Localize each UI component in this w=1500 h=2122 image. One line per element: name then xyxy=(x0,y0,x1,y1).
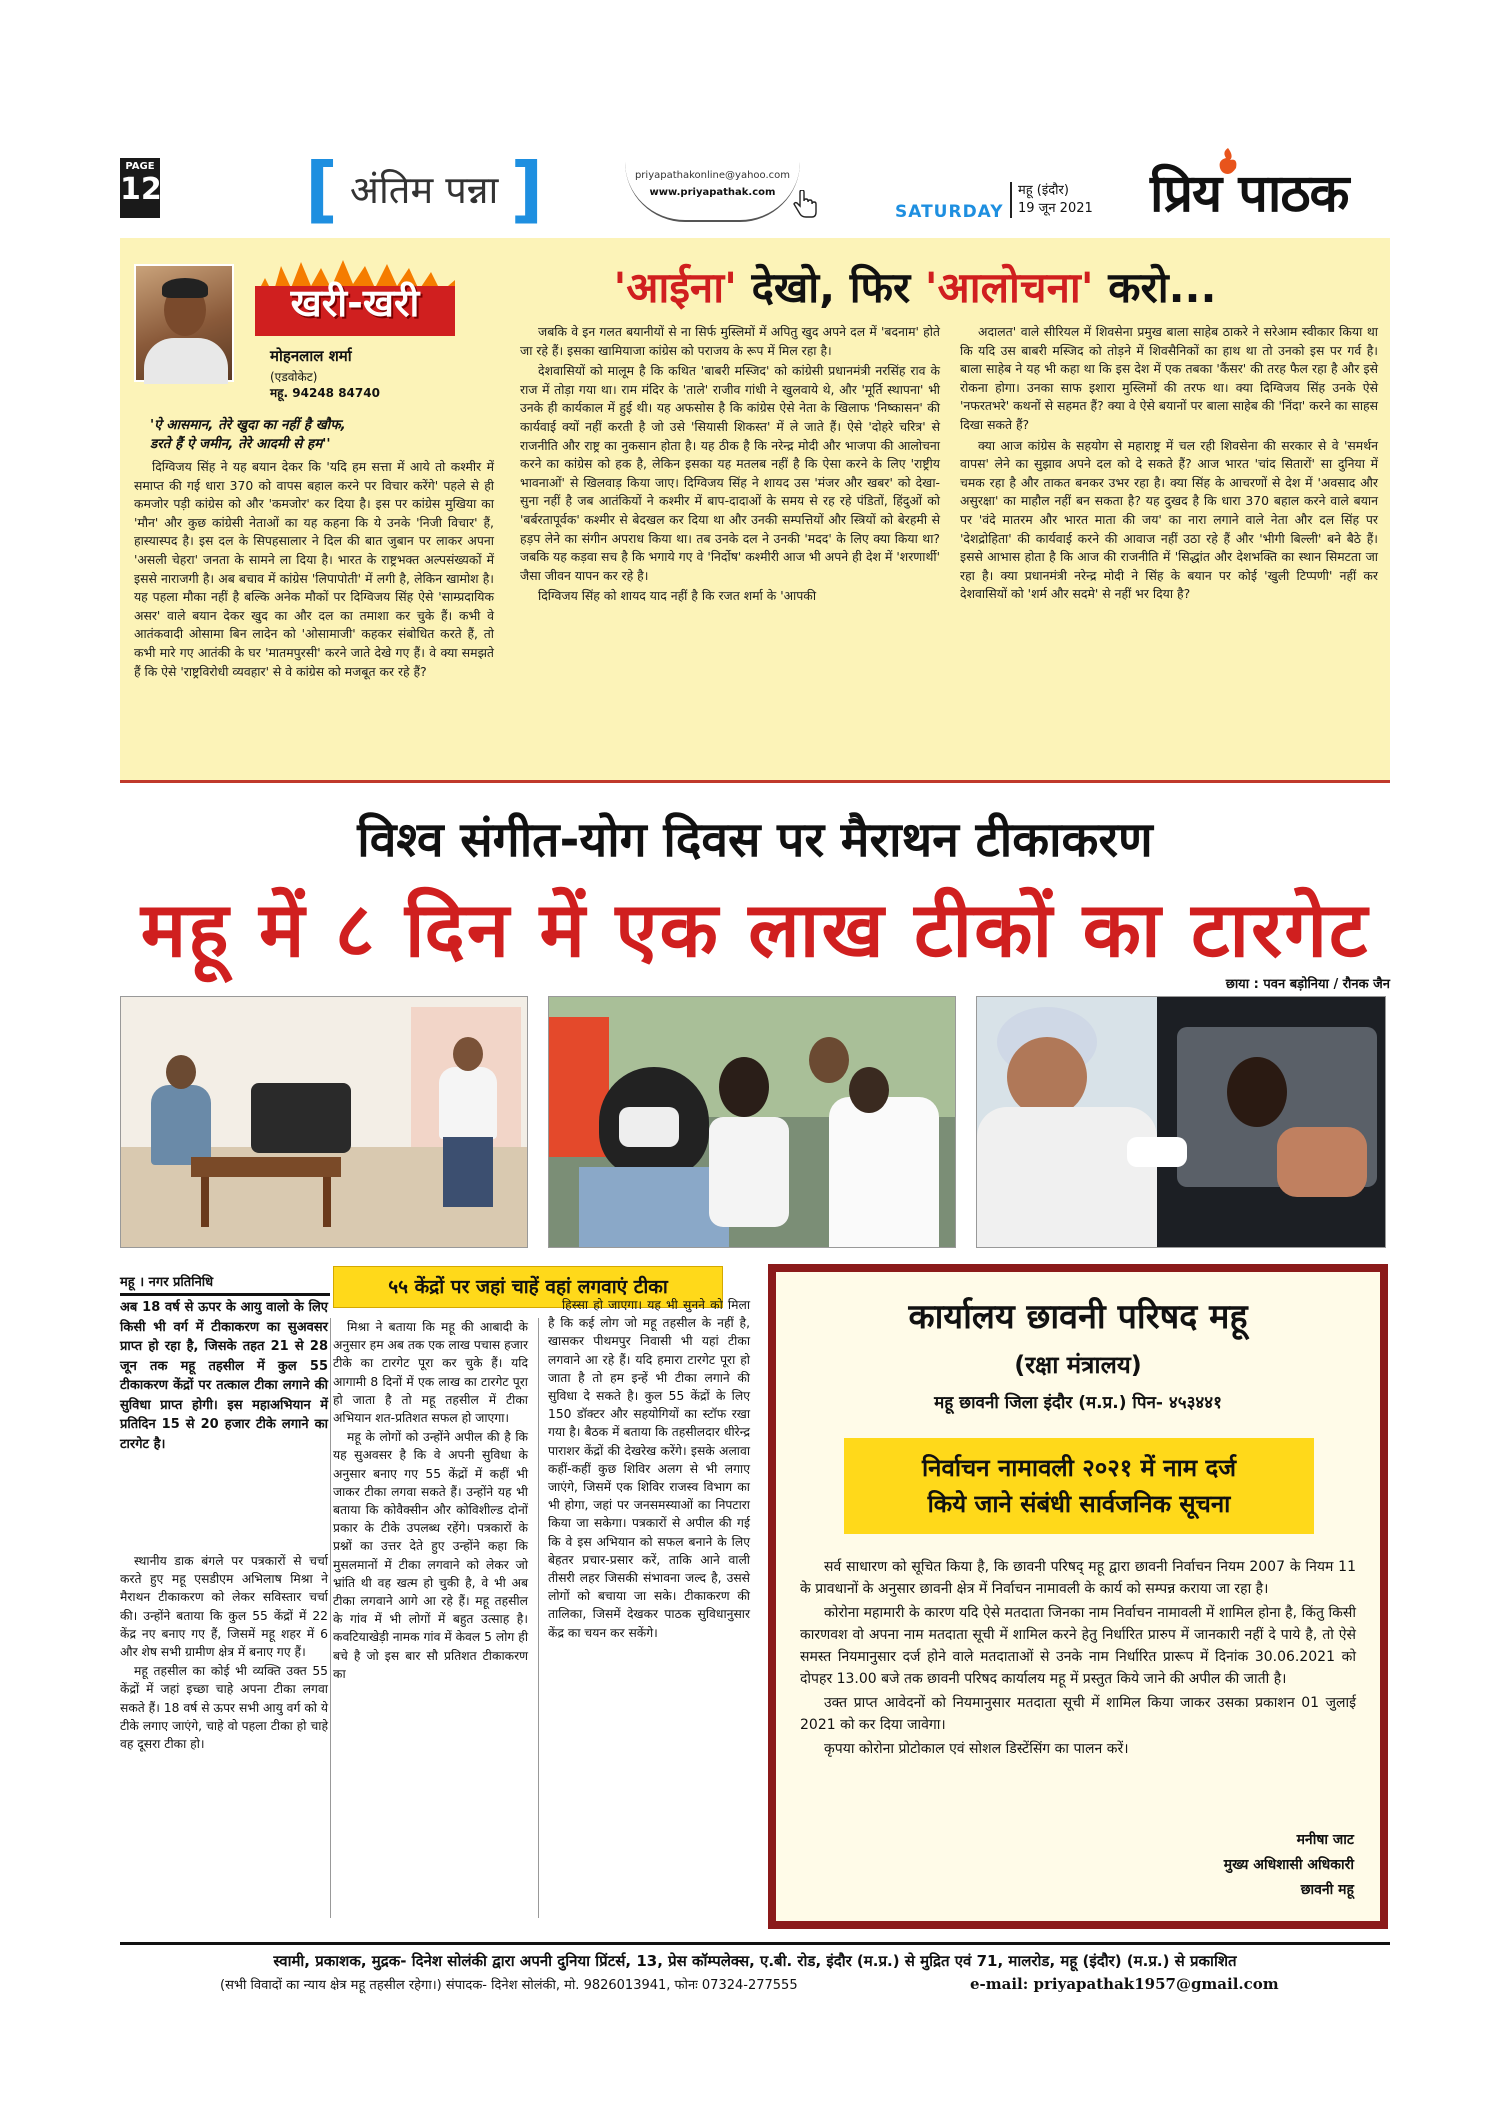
byline: महू । नगर प्रतिनिधि xyxy=(120,1272,330,1296)
notice-paragraph: कोरोना महामारी के कारण यदि ऐसे मतदाता जिनका नाम निर्वाचन नामावली में शामिल होना है, किंतु किसी कारणवश वो अपना नाम मतदाता सूची में शामिल करने हेतु निर्धारित प्रारुप में जानकारी नहीं दे पाये है, तो ऐसे समस्त नियमानुसार दर्ज होने वाले मतदाताओं से उनके नाम निर्धारित प्रारूप में दिनांक 30.06.2021 को दोपहर 13.00 बजे तक छावनी परिषद कार्यालय महू में प्रस्तुत किये जाने की अपील की जाती है। xyxy=(800,1605,1356,1687)
signatory-office: छावनी महू xyxy=(1300,1882,1354,1898)
column-divider xyxy=(538,1318,539,1918)
story-paragraph: महू तहसील का कोई भी व्यक्ति उक्त 55 केंद्रों में जहां इच्छा चाहे अपना टीका लगवा सकते हैं। 18 वर्ष से ऊपर सभी आयु वर्ग को ये टीके लगाए जाएंगे, चाहे वो पहला टीका हो चाहे वह दूसरा टीका हो। xyxy=(120,1664,328,1752)
column-logo xyxy=(255,258,455,336)
photo-credit: छाया : पवन बड़ोनिया / रौनक जैन xyxy=(1225,977,1390,992)
story-paragraph: स्थानीय डाक बंगले पर पत्रकारों से चर्चा करते हुए महू एसडीएम अभिलाष मिश्रा ने मैराथन टीकाकरण को लेकर सविस्तार चर्चा की। उन्होंने बताया कि कुल 55 केंद्रों में 22 केंद्र नए बनाए गए हैं, जिसमें महू शहर में 6 और शेष सभी ग्रामीण क्षेत्र में बनाए गए हैं। xyxy=(120,1554,328,1660)
couplet-line-2: डरते हैं ऐ जमीन, तेरे आदमी से हम'' xyxy=(150,436,331,452)
story-paragraph: महू के लोगों को उन्होंने अपील की है कि यह सुअवसर है कि वे अपनी सुविधा के अनुसार बनाए गए 55 केंद्रों में कहीं भी जाकर टीका लगवा सकते हैं। उन्होंने यह भी बताया कि कोवैक्सीन और कोविशील्ड दोनों प्रकार के टीके उपलब्ध रहेंगे। पत्रकारों के प्रश्नों का उत्तर देते हुए उन्होंने कहा कि मुसलमानों में टीका लगवाने को लेकर जो भ्रांति थी वह खत्म हो चुकी है, वे भी अब टीका लगवाने आगे आ रहे हैं। महू तहसील के गांव में भी लोगों में बहुत उत्साह है। कवटियाखेड़ी नामक गांव में केवल 5 लोग ही बचे है जो इस बार सौ प्रतिशत टीकाकरण का xyxy=(333,1430,528,1681)
notice-address: महू छावनी जिला इंदौर (म.प्र.) पिन- ४५३४४१ xyxy=(934,1393,1222,1413)
contact-website: www.priyapathak.com xyxy=(649,187,776,198)
couplet-line-1: 'ऐ आसमान, तेरे खुदा का नहीं है खौफ, xyxy=(150,417,346,433)
footer-email: e-mail: priyapathak1957@gmail.com xyxy=(970,1975,1279,1993)
page-number-box xyxy=(120,158,160,218)
opinion-panel xyxy=(120,238,1390,783)
pointing-hand-icon xyxy=(792,190,818,218)
notice-body xyxy=(800,1556,1356,1762)
page-number: 12 xyxy=(120,172,162,207)
opinion-paragraph: क्या आज कांग्रेस के सहयोग से महाराष्ट्र में चल रही शिवसेना की सरकार से वे 'समर्थन वापस' लेने का सुझाव अपने दल को दे सकते हैं? आज भारत 'चांद सितारों' सा दुनिया में चमक रहा है और ताकत बनकर उभर रहा है। क्या सिंह के आचरणों से देश में 'अवसाद और असुरक्षा' का माहौल नहीं बन सकता है? यह दुखद है कि धारा 370 बहाल करने वाले बयान पर 'वंदे मातरम और भारत माता की जय' का नारा लगाने वाले नेता और दल सिंह पर 'देशद्रोहिता' की कार्यवाई करने की आवाज नहीं उठा रहे हैं और 'भीगी बिल्ली' बने बैठे हैं। इससे आभास होता है कि आज की राजनीति में 'सिद्धांत और देशभक्ति का स्थान सिमटता जा रहा है। क्या प्रधानमंत्री नरेन्द्र मोदी ने सिंह के बयान पर कोई 'खुली टिप्पणी' नहीं कर देशवासियों को 'शर्म और सदमे' से नहीं भर दिया है? xyxy=(960,437,1378,602)
opinion-paragraph: देशवासियों को मालूम है कि कथित 'बाबरी मस्जिद' को कांग्रेसी प्रधानमंत्री नरसिंह राव के राज में तोड़ा गया था। राम मंदिर के 'ताले' राजीव गांधी ने खुलवाये थे, और 'मूर्ति स्थापना' भी उनके ही कार्यकाल में हुई थी। यह अफसोस है कि कांग्रेस ऐसे नेता के खिलाफ 'निष्कासन' की कार्यवाई क्यों नहीं करती है जो उसे 'सियासी शिकस्त' में ले जाते हैं। ऐसे 'दोहरे चरित्र' से राजनीति और राष्ट्र का नुकसान होता है। यह ठीक है कि नरेन्द्र मोदी और भाजपा की आलोचना करने का कांग्रेस को हक है, लेकिन इसका यह मतलब नहीं है कि ऐसा करने के लिए 'राष्ट्रीय भावनाओं' से खिलवाड़ किया जाए। दिग्विजय सिंह ने शायद उस 'मंजर और खबर' को देखा-सुना नहीं है जब आतंकियों ने कश्मीर में बाप-दादाओं के समय से रह रहे पंडितों, हिंदुओं को 'बर्बरतापूर्वक' कश्मीर से बेदखल कर दिया था और उनकी सम्पत्तियों और स्त्रियों को बेरहमी से हड़प लेने का संगीन अपराध किया था। तब उनके दल ने उनकी 'मदद' के लिए क्या किया था? जबकि यह कड़वा सच है कि भगाये गए वे 'निर्दोष' कश्मीरी आज भी अपने ही देश में 'शरणार्थी' जैसा जीवन यापन कर रहे है। xyxy=(520,363,940,583)
opinion-paragraph: जबकि वे इन गलत बयानीयों से ना सिर्फ मुस्लिमों में अपितु खुद अपने दल में 'बदनाम' होते जा रहे हैं। इसका खामियाजा कांग्रेस को पराजय के रूप में मिल रहा है। xyxy=(520,324,940,358)
story-paragraph: हिस्सा हो जाएगा। यह भी सुनने को मिला है कि कई लोग जो महू तहसील के नहीं है, खासकर पीथमपुर निवासी भी यहां टीका लगवाने आ रहे हैं। यदि हमारा टारगेट पूरा हो जाता है तो हम इन्हें भी टीका लगाने की सुविधा दे सकते है। कुल 55 केंद्रों के लिए 150 डॉक्टर और सहयोगियों का स्टॉफ रखा गया है। बैठक में बताया कि तहसीलदार धीरेन्द्र पाराशर केंद्रों की देखरेख करेंगे। इसके अलावा कहीं-कहीं कुछ शिविर अलग से भी लगाए जाएंगे, जिसमें एक शिविर राजस्व विभाग का भी होगा, जहां पर जनसमस्याओं का निपटारा किया जा सकेगा। पत्रकारों से अपील की गई कि वे इस अभियान को सफल बनाने के लिए बेहतर प्रचार-प्रसार करें, ताकि आने वाली तीसरी लहर जिसकी संभावना जल्द है, उससे लोगों को बचाया जा सके। टीकाकरण की तालिका, जिसमें देखकर पाठक सुविधानुसार केंद्र का चयन कर सकेंगे। xyxy=(548,1298,750,1640)
author-name: मोहनलाल शर्मा xyxy=(270,347,352,365)
opinion-paragraph: अदालत' वाले सीरियल में शिवसेना प्रमुख बाला साहेब ठाकरे ने सरेआम स्वीकार किया था कि यदि उस बाबरी मस्जिद को तोड़ने में शिवसैनिकों का हाथ था तो उनको इस पर गर्व है। बाला साहेब ने यह भी कहा था कि इस देश में एक तबका 'कैंसर' की तरह फैल रहा है और इसे रोकना होगा। उनका साफ इशारा मुस्लिमों की तरफ था। क्या दिग्विजय सिंह उनके ऐसे 'नफरतभरे' कथनों से सहमत हैं? क्या वे ऐसे बयानों पर बाला साहेब की 'निंदा' करने का साहस दिखा सकते हैं? xyxy=(960,324,1378,432)
section-title xyxy=(305,147,544,231)
story-column-1 xyxy=(120,1552,328,1754)
photo-drive-in-vaccination xyxy=(976,996,1386,1248)
jurisdiction-editor: (सभी विवादों का न्याय क्षेत्र महू तहसील रहेगा।) संपादक- दिनेश सोलंकी, मो. 9826013941, फोनः 07324-277555 xyxy=(220,1978,798,1993)
author-photo xyxy=(134,264,234,382)
opinion-paragraph: दिग्विजय सिंह ने यह बयान देकर कि 'यदि हम सत्ता में आये तो कश्मीर में समाप्त की गई धारा 370 को वापस बहाल करने पर विचार करेंगे' पहले से ही कमजोर पड़ी कांग्रेस को और 'कमजोर' कर दिया है। इस पर कांग्रेस मुखिया का 'मौन' और कुछ कांग्रेसी नेताओं का यह कहना कि ये उनके 'निजी विचार' हैं, हास्यास्पद है। इस दल के सिपहसालार ने दिल की बात जुबान पर लाकर अपना 'असली चेहरा' जनता के सामने ला दिया है। भारत के राष्ट्रभक्त अल्पसंख्यकों में इससे नाराजगी है। अब बचाव में कांग्रेस 'लिपापोती' में लगी है, लेकिन खामोश है। यह पहला मौका नहीं है बल्कि अनेक मौकों पर दिग्विजय सिंह ऐसे 'साम्प्रदायिक असर' वाले बयान देकर खुद का और दल का तमाशा कर चुके हैं। कभी वे आतंकवादी ओसामा बिन लादेन को 'ओसामाजी' कहकर संबोधित करते हैं, तो कभी मारे गए आतंकी के घर 'मातमपुरसी' करने जाते देखे गए हैं। वे क्या समझते हैं कि ऐसे 'राष्ट्रविरोधी व्यवहार' से वे कांग्रेस को मजबूत कर रहे हैं? xyxy=(134,459,494,679)
story-headline: महू में ८ दिन में एक लाख टीकों का टारगेट xyxy=(140,885,1370,974)
author-role: (एडवोकेट) xyxy=(270,370,318,384)
newspaper-logo: प्रिय पाठक xyxy=(1150,163,1349,224)
imprint-footer xyxy=(120,1942,1390,1997)
opinion-column-1 xyxy=(134,458,494,683)
notice-banner-line-2: किये जाने संबंधी सार्वजनिक सूचना xyxy=(927,1490,1231,1518)
notice-title: कार्यालय छावनी परिषद महू xyxy=(908,1297,1248,1337)
column-divider xyxy=(330,1318,331,1918)
headline-word-4: करो... xyxy=(1093,263,1217,312)
right-bracket-icon: ] xyxy=(510,147,544,231)
section-title-text: अंतिम पन्ना xyxy=(349,168,499,212)
photo-press-meeting xyxy=(120,996,528,1248)
notice-paragraph: उक्त प्राप्त आवेदनों को नियमानुसार मतदाता सूची में शामिल किया जाकर उसका प्रकाशन 01 जुलाई 2021 को कर दिया जावेगा। xyxy=(800,1695,1356,1733)
signatory-designation: मुख्य अधिशासी अधिकारी xyxy=(1223,1857,1354,1873)
lead-paragraph: अब 18 वर्ष से ऊपर के आयु वालो के लिए किसी भी वर्ग में टीकाकरण का सुअवसर प्राप्त हो रहा है, जिसके तहत 21 से 28 जून तक महू तहसील में कुल 55 टीकाकरण केंद्रों पर तत्काल टीका लगाने की सुविधा प्राप्त होगी। इस महाअभियान में प्रतिदिन 15 से 20 हजार टीके लगाने का टारगेट है। xyxy=(120,1300,328,1452)
imprint-line: स्वामी, प्रकाशक, मुद्रक- दिनेश सोलंकी द्वारा अपनी दुनिया प्रिंटर्स, 13, प्रेस कॉम्पलेक्स, ए.बी. रोड, इंदौर (म.प्र.) से मुद्रित एवं 71, मालरोड, महू (इंदौर) (म.प्र.) से प्रकाशित xyxy=(273,1952,1237,1970)
contact-email: priyapathakonline@yahoo.com xyxy=(634,170,791,181)
dateline-place: महू (इंदौर) xyxy=(1018,183,1069,198)
masthead xyxy=(120,147,1390,231)
story-column-3 xyxy=(548,1296,750,1643)
notice-ministry: (रक्षा मंत्रालय) xyxy=(1014,1351,1142,1379)
headline-word-1: 'आईना' xyxy=(613,263,737,312)
story-kicker: विश्व संगीत-योग दिवस पर मैराथन टीकाकरण xyxy=(357,812,1153,868)
left-bracket-icon: [ xyxy=(305,147,338,231)
dateline-date: 19 जून 2021 xyxy=(1018,201,1093,216)
notice-paragraph: सर्व साधारण को सूचित किया है, कि छावनी परिषद् महू द्वारा छावनी निर्वाचन नियम 2007 के नियम 11 के प्रावधानों के अनुसार छावनी क्षेत्र में निर्वाचन नामावली के कार्य को सम्पन्न कराया जा रहा है। xyxy=(800,1559,1356,1597)
column-logo-text: खरी-खरी xyxy=(290,281,420,325)
opinion-paragraph: दिग्विजय सिंह को शायद याद नहीं है कि रजत शर्मा के 'आपकी xyxy=(538,588,817,604)
notice-paragraph: कृपया कोरोना प्रोटोकाल एवं सोशल डिस्टेंसिंग का पालन करें। xyxy=(824,1741,1129,1757)
story-column-2 xyxy=(333,1318,528,1684)
contact-box xyxy=(625,162,800,222)
opinion-headline xyxy=(450,258,1380,315)
photo-vaccination-bikers xyxy=(548,996,956,1248)
notice-signature xyxy=(1224,1828,1354,1903)
subhead-banner: ५५ केंद्रों पर जहां चाहें वहां लगवाएं टीका xyxy=(333,1266,723,1308)
author-phone: महू. 94248 84740 xyxy=(270,386,380,400)
headline-word-3: 'आलोचना' xyxy=(924,263,1094,312)
dateline xyxy=(1010,182,1093,218)
couplet xyxy=(150,416,490,454)
story-paragraph: मिश्रा ने बताया कि महू की आबादी के अनुसार हम अब तक एक लाख पचास हजार टीके का टारगेट पूरा कर चुके हैं। यदि आगामी 8 दिनों में एक लाख का टारगेट पूरा हो जाता है तो महू तहसील में टीका अभियान शत-प्रतिशत सफल हो जाएगा। xyxy=(333,1320,528,1426)
signatory-name: मनीषा जाट xyxy=(1296,1832,1354,1848)
weekday: SATURDAY xyxy=(895,202,1004,222)
page-label: PAGE xyxy=(125,161,155,172)
public-notice xyxy=(768,1264,1388,1929)
imprint-second-line xyxy=(120,1975,1390,1997)
opinion-column-2 xyxy=(520,323,940,608)
opinion-column-3 xyxy=(960,323,1378,606)
notice-banner-line-1: निर्वाचन नामावली २०२१ में नाम दर्ज xyxy=(921,1454,1237,1482)
notice-banner xyxy=(844,1438,1314,1534)
headline-word-2: देखो, फिर xyxy=(736,263,925,312)
